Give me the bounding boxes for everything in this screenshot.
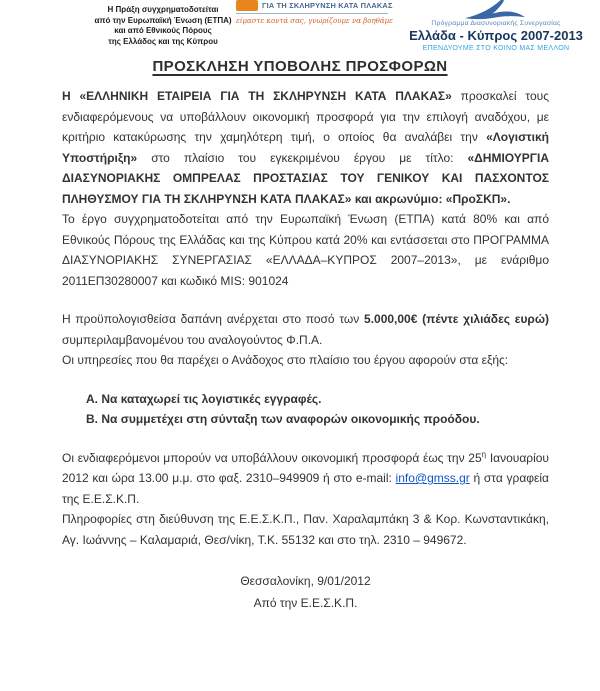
service-item-b: Β. Να συμμετέχει στη σύνταξη των αναφορών οικονομικής προόδου. bbox=[86, 412, 480, 426]
page-title: ΠΡΟΣΚΛΗΣΗ ΥΠΟΒΟΛΗΣ ΠΡΟΣΦΟΡΩΝ bbox=[152, 58, 448, 75]
funding-note-line: από την Ευρωπαϊκή Ένωση (ΕΤΠΑ) bbox=[94, 15, 232, 25]
paragraph-intro bbox=[62, 86, 549, 209]
funding-note-line: Η Πράξη συγχρηματοδοτείται bbox=[107, 5, 219, 14]
closing-block bbox=[62, 570, 549, 614]
paragraph-contact bbox=[62, 509, 549, 550]
text-run: Οι υπηρεσίες που θα παρέχει ο Ανάδοχος στο πλαίσιο του έργου αφορούν στα εξής: bbox=[62, 353, 509, 367]
text-run: Η «ΕΛΛΗΝΙΚΗ ΕΤΑΙΡΕΙΑ ΓΙΑ ΤΗ ΣΚΛΗΡΥΝΣΗ ΚΑΤΑ ΠΛΑΚΑΣ» bbox=[62, 89, 452, 103]
paragraph-services-intro bbox=[62, 350, 549, 371]
document-header bbox=[0, 0, 600, 58]
text-run: «Λογιστική Υποστήριξη» bbox=[62, 130, 549, 165]
funding-note-line: και από Εθνικούς Πόρους bbox=[114, 26, 212, 35]
gmss-logo bbox=[236, 0, 393, 25]
text-run: προσκαλεί τους ενδιαφερόμενους να υποβάλλουν οικονομική προσφορά για την επιλογή αναδόχου, με κριτήριο κατακύρωσης την χαμηλότερη τιμή, ο οποίος θα αναλάβει την bbox=[62, 89, 549, 144]
text-run: «ΔΗΜΙΟΥΡΓΙΑ ΔΙΑΣΥΝΟΡΙΑΚΗΣ ΟΜΠΡΕΛΑΣ ΠΡΟΣΤΑΣΙΑΣ ΤΟΥ ΓΕΝΙΚΟΥ ΚΑΙ ΠΑΣΧΟΝΤΟΣ ΠΛΗΘΥΣΜΟΥ ΓΙΑ ΤΗ ΣΚΛΗΡΥΝΣΗ ΚΑΤΑ ΠΛΑΚΑΣ» bbox=[62, 150, 549, 206]
paragraph-deadline bbox=[62, 448, 549, 510]
closing-place-date: Θεσσαλονίκη, 9/01/2012 bbox=[240, 574, 371, 588]
funding-note bbox=[84, 5, 242, 47]
text-run: Οι ενδιαφερόμενοι μπορούν να υποβάλλουν οικονομική προσφορά έως την 25 bbox=[62, 450, 482, 465]
paragraph-funding bbox=[62, 209, 549, 291]
document-body bbox=[62, 86, 549, 614]
gmss-tagline: είμαστε κοντά σας, γνωρίζουμε να βοηθάμε bbox=[236, 17, 393, 25]
program-subtitle: Πρόγραμμα Διασυνοριακής Συνεργασίας bbox=[431, 20, 561, 27]
text-run: 5.000,00€ (πέντε χιλιάδες ευρώ) bbox=[364, 312, 549, 326]
text-run: Το έργο συγχρηματοδοτείται από την Ευρωπαϊκή Ένωση (ΕΤΠΑ) κατά 80% και από Εθνικούς Πόρους της Ελλάδας και της Κύπρου κατά 20% και εντάσσεται στο ΠΡΟΓΡΑΜΜΑ ΔΙΑΣΥΝΟΡΙΑΚΗΣ ΣΥΝΕΡΓΑΣΙΑΣ «ΕΛΛΑΔΑ–ΚΥΠΡΟΣ 2007–2013», με ενάριθμο 2011ΕΠ30280007 και κωδικό MIS: 901024 bbox=[62, 212, 549, 288]
funding-note-line: της Ελλάδος και της Κύπρου bbox=[108, 36, 218, 46]
text-run: Ιανουαρίου 2012 και ώρα 13.00 μ.μ. στο φαξ. 2310–949909 ή στο e-mail: bbox=[62, 450, 549, 485]
text-run: Πληροφορίες στη διεύθυνση της Ε.Ε.Σ.Κ.Π., Παν. Χαραλαμπάκη 3 & Κορ. Κωνσταντικάκη, Αγ. Ιωάννης – Καλαμαριά, Θεσ/νίκη, Τ.Κ. 55132 και στο τηλ. 2310 – 949672. bbox=[62, 512, 549, 547]
text-run: ή στα γραφεία της Ε.Ε.Σ.Κ.Π. bbox=[62, 471, 549, 506]
email-link[interactable]: info@gmss.gr bbox=[395, 471, 470, 485]
text-run: και ακρωνύμιο: «ΠροΣΚΠ». bbox=[351, 191, 511, 206]
paragraph-budget bbox=[62, 309, 549, 350]
service-item-a: Α. Να καταχωρεί τις λογιστικές εγγραφές. bbox=[86, 391, 322, 406]
program-slogan: ΕΠΕΝΔΥΟΥΜΕ ΣΤΟ ΚΟΙΝΟ ΜΑΣ ΜΕΛΛΟΝ bbox=[422, 45, 570, 52]
text-run: Η προϋπολογισθείσα δαπάνη ανέρχεται στο ποσό των bbox=[62, 312, 365, 326]
services-list bbox=[62, 389, 549, 430]
gmss-logo-icon bbox=[236, 0, 258, 11]
program-title: Ελλάδα - Κύπρος 2007-2013 bbox=[409, 28, 583, 43]
gmss-org-name: ΓΙΑ ΤΗ ΣΚΛΗΡΥΝΣΗ ΚΑΤΑ ΠΛΑΚΑΣ bbox=[262, 1, 393, 10]
text-run: στο πλαίσιο του εγκεκριμένου έργου με τίτλο: bbox=[137, 150, 468, 165]
superscript-text: η bbox=[481, 449, 487, 459]
dove-icon bbox=[457, 0, 535, 20]
gmss-logo-divider bbox=[236, 13, 388, 14]
program-logo bbox=[398, 0, 594, 52]
closing-signoff: Από την Ε.Ε.Σ.Κ.Π. bbox=[253, 596, 358, 610]
text-run: συμπεριλαμβανομένου του αναλογούντος Φ.Π.Α. bbox=[62, 332, 323, 347]
